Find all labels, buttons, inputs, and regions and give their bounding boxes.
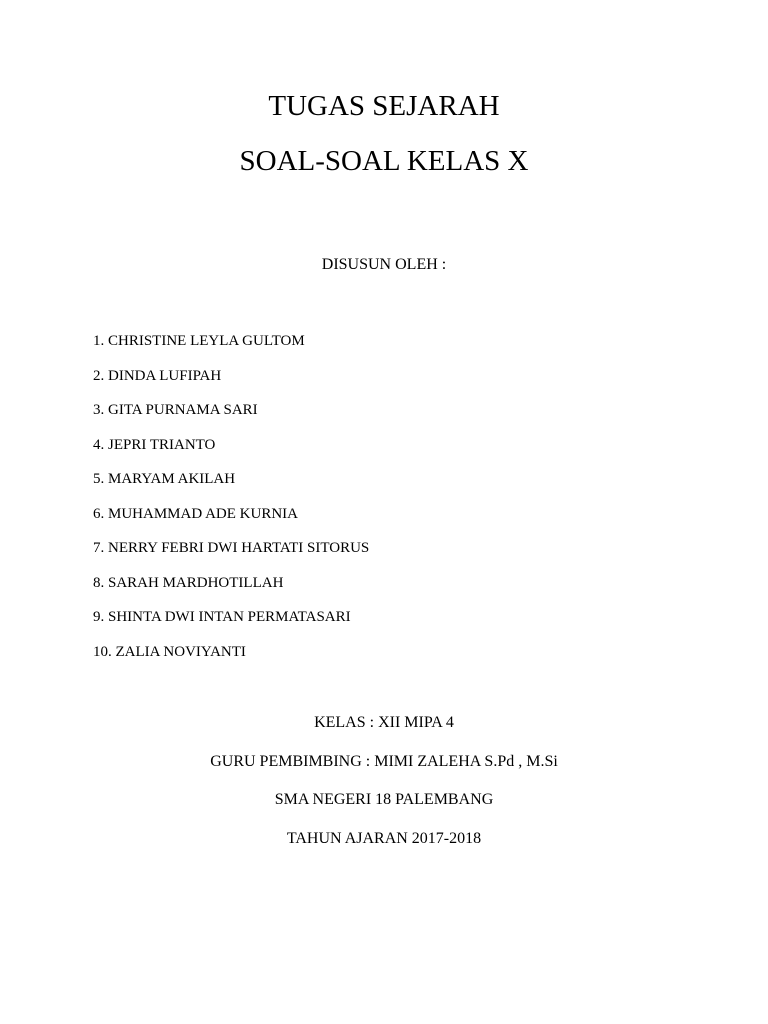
school-name: SMA NEGERI 18 PALEMBANG (274, 791, 494, 808)
academic-year: TAHUN AJARAN 2017-2018 (286, 829, 482, 847)
member-item: 7. NERRY FEBRI DWI HARTATI SITORUS (93, 540, 370, 556)
member-item: 10. ZALIA NOVIYANTI (93, 643, 246, 660)
document-footer (0, 712, 768, 866)
authored-by-label: DISUSUN OLEH : (321, 256, 447, 273)
teacher-info: GURU PEMBIMBING : MIMI ZALEHA S.Pd , M.Si (210, 752, 558, 770)
member-item: 6. MUHAMMAD ADE KURNIA (93, 505, 299, 522)
class-info: KELAS : XII MIPA 4 (314, 714, 454, 731)
member-item: 8. SARAH MARDHOTILLAH (93, 574, 284, 591)
member-item: 3. GITA PURNAMA SARI (93, 402, 258, 418)
member-item: 1. CHRISTINE LEYLA GULTOM (93, 333, 305, 349)
document-title: TUGAS SEJARAH (268, 90, 500, 122)
member-item: 4. JEPRI TRIANTO (93, 436, 216, 453)
member-item: 9. SHINTA DWI INTAN PERMATASARI (93, 609, 351, 625)
document-subtitle: SOAL-SOAL KELAS X (239, 145, 529, 177)
member-item: 2. DINDA LUFIPAH (93, 367, 222, 384)
member-item: 5. MARYAM AKILAH (93, 471, 236, 487)
member-list (93, 331, 369, 676)
